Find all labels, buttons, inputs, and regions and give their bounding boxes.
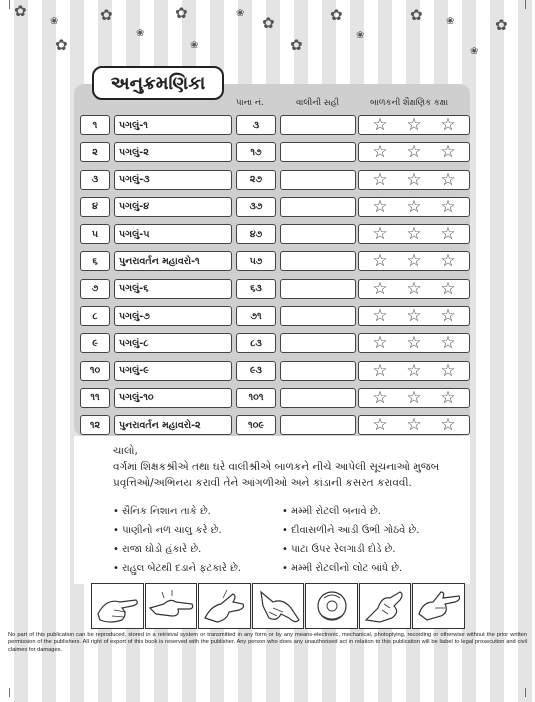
row-page-number: ૩ <box>236 115 276 135</box>
star-icon[interactable]: ☆ <box>406 196 422 217</box>
rating-stars <box>358 170 470 190</box>
row-number: ૯ <box>80 333 110 353</box>
star-icon[interactable]: ☆ <box>372 387 388 408</box>
row-page-number: ૫૭ <box>236 251 276 271</box>
row-title: પુનરાવર્તન મહાવરો-૨ <box>114 415 232 435</box>
star-icon[interactable]: ☆ <box>406 306 422 327</box>
parent-signature-box[interactable] <box>280 251 356 271</box>
star-icon[interactable]: ☆ <box>406 169 422 190</box>
star-icon[interactable]: ☆ <box>406 333 422 354</box>
star-icon[interactable]: ☆ <box>372 169 388 190</box>
star-icon[interactable]: ☆ <box>440 278 456 299</box>
page-title: અનુક્રમણિકા <box>92 66 224 100</box>
flower-icon: ❀ <box>446 16 455 27</box>
row-number: ૬ <box>80 251 110 271</box>
row-title: પગલું-૯ <box>114 361 232 381</box>
row-page-number: ૧૦૧ <box>236 388 276 408</box>
flower-icon: ❀ <box>356 30 365 41</box>
row-number: ૨ <box>80 142 110 162</box>
row-page-number: ૩૭ <box>236 197 276 217</box>
hand-gesture-illustration <box>198 583 251 629</box>
crop-mark: | <box>524 688 528 698</box>
star-icon[interactable]: ☆ <box>372 224 388 245</box>
star-icon[interactable]: ☆ <box>372 278 388 299</box>
star-icon[interactable]: ☆ <box>372 251 388 272</box>
star-icon[interactable]: ☆ <box>406 387 422 408</box>
rating-stars <box>358 361 470 381</box>
row-title: પગલું-૧૦ <box>114 388 232 408</box>
star-icon[interactable]: ☆ <box>372 115 388 135</box>
star-icon[interactable]: ☆ <box>406 115 422 135</box>
parent-signature-box[interactable] <box>280 197 356 217</box>
instructions-line: ચાલો, <box>113 445 138 457</box>
star-icon[interactable]: ☆ <box>406 360 422 381</box>
star-icon[interactable]: ☆ <box>440 333 456 354</box>
flower-icon: ✿ <box>14 2 27 20</box>
activity-item: • મમ્મી રોટલીનો લોટ બાંધે છે. <box>282 563 403 574</box>
hand-exercise-illustrations <box>91 583 467 631</box>
row-title: પગલું-૪ <box>114 197 232 217</box>
row-number: ૮ <box>80 306 110 326</box>
star-icon[interactable]: ☆ <box>406 415 422 436</box>
column-headers <box>0 98 535 112</box>
crop-mark: | <box>8 688 12 698</box>
star-icon[interactable]: ☆ <box>440 306 456 327</box>
star-icon[interactable]: ☆ <box>440 142 456 163</box>
star-icon[interactable]: ☆ <box>372 306 388 327</box>
star-icon[interactable]: ☆ <box>406 278 422 299</box>
row-title: પગલું-૫ <box>114 224 232 244</box>
row-page-number: ૯૩ <box>236 361 276 381</box>
star-icon[interactable]: ☆ <box>372 142 388 163</box>
row-page-number: ૨૭ <box>236 170 276 190</box>
star-icon[interactable]: ☆ <box>440 387 456 408</box>
parent-signature-box[interactable] <box>280 279 356 299</box>
row-number: ૧ <box>80 115 110 135</box>
copyright-notice: No part of this publication can be reproduced, stored in a retrieval system or transmitted in any form or by any means-electronic, mechanical, photoptying, recording or otherwise without the prior written permission of the publishers. All right of export of this book is reserved with the publisher. Any person who does any unauthorised act in relation to this publication will be liabel to legal prosecution and civil claimes for damages. <box>8 632 527 653</box>
rating-stars <box>358 115 470 135</box>
activity-item: • રાજા ઘોડો હંકારે છે. <box>113 544 202 555</box>
flower-icon: ❀ <box>136 28 145 39</box>
hand-gesture-illustration <box>252 583 305 629</box>
star-icon[interactable]: ☆ <box>406 251 422 272</box>
star-icon[interactable]: ☆ <box>406 224 422 245</box>
rating-stars <box>358 333 470 353</box>
column-header-rating: બાળકની શૈક્ષણિક કક્ષા <box>370 98 449 108</box>
activity-item: • રાહુલ બેટથી દડાને ફટકારે છે. <box>113 563 241 574</box>
star-icon[interactable]: ☆ <box>440 251 456 272</box>
row-title: પુનરાવર્તન મહાવરો-૧ <box>114 251 232 271</box>
row-page-number: ૮૩ <box>236 333 276 353</box>
activity-item: • મમ્મી રોટલી બનાવે છે. <box>282 506 381 517</box>
row-title: પગલું-૩ <box>114 170 232 190</box>
parent-signature-box[interactable] <box>280 306 356 326</box>
flower-icon: ✿ <box>262 14 275 32</box>
star-icon[interactable]: ☆ <box>440 360 456 381</box>
row-title: પગલું-૭ <box>114 306 232 326</box>
row-page-number: ૪૭ <box>236 224 276 244</box>
hand-gesture-illustration <box>305 583 358 629</box>
flower-icon: ✿ <box>410 6 423 24</box>
hand-gesture-illustration <box>412 583 465 629</box>
parent-signature-box[interactable] <box>280 388 356 408</box>
column-header-signature: વાલીની સહી <box>296 98 340 108</box>
rating-stars <box>358 142 470 162</box>
star-icon[interactable]: ☆ <box>440 224 456 245</box>
parent-signature-box[interactable] <box>280 170 356 190</box>
star-icon[interactable]: ☆ <box>406 142 422 163</box>
crop-mark: | <box>524 0 528 10</box>
parent-signature-box[interactable] <box>280 115 356 135</box>
flower-icon: ❀ <box>50 16 59 27</box>
parent-signature-box[interactable] <box>280 224 356 244</box>
row-title: પગલું-૮ <box>114 333 232 353</box>
star-icon[interactable]: ☆ <box>440 169 456 190</box>
parent-signature-box[interactable] <box>280 333 356 353</box>
star-icon[interactable]: ☆ <box>372 415 388 436</box>
rating-stars <box>358 224 470 244</box>
rating-stars <box>358 306 470 326</box>
rating-stars <box>358 415 470 435</box>
flower-icon: ✿ <box>55 36 68 54</box>
row-page-number: ૬૩ <box>236 279 276 299</box>
hand-gesture-illustration <box>359 583 412 629</box>
row-title: પગલું-૬ <box>114 279 232 299</box>
row-number: ૫ <box>80 224 110 244</box>
activity-item: • પાણીનો નળ ચાલુ કરે છે. <box>113 525 222 536</box>
flower-icon: ✿ <box>330 6 343 24</box>
star-icon[interactable]: ☆ <box>372 196 388 217</box>
row-title: પગલું-૧ <box>114 115 232 135</box>
row-title: પગલું-૨ <box>114 142 232 162</box>
row-page-number: ૭૧ <box>236 306 276 326</box>
activity-item: • સૈનિક નિશાન તાકે છે. <box>113 506 211 517</box>
row-number: ૭ <box>80 279 110 299</box>
activity-item: • પાટા ઉપર રેલગાડી દોડે છે. <box>282 544 396 555</box>
rating-stars <box>358 197 470 217</box>
star-icon[interactable]: ☆ <box>440 196 456 217</box>
star-icon[interactable]: ☆ <box>440 115 456 135</box>
row-number: ૧૨ <box>80 415 110 435</box>
activity-item: • દીવાસળીને આડી ઉભી ગોઠવે છે. <box>282 525 420 536</box>
flower-icon: ✿ <box>495 16 508 34</box>
rating-stars <box>358 251 470 271</box>
row-page-number: ૧૭ <box>236 142 276 162</box>
crop-mark: | <box>8 0 12 10</box>
parent-signature-box[interactable] <box>280 142 356 162</box>
instructions-line: વર્ગમાં શિક્ષકશ્રીએ તથા ઘરે વાલીશ્રીએ બાળકને નીચે આપેલી સૂચનાઓ મુજબ <box>113 461 440 473</box>
star-icon[interactable]: ☆ <box>372 360 388 381</box>
instructions-line: પ્રવૃત્તિઓ/અભિનય કરાવી તેને આંગળીઓ અને કાંડાની કસરત કરાવવી. <box>113 477 412 489</box>
parent-signature-box[interactable] <box>280 415 356 435</box>
flower-icon: ✿ <box>100 6 113 24</box>
row-number: ૩ <box>80 170 110 190</box>
flower-icon: ❀ <box>470 46 479 57</box>
flower-icon: ✿ <box>175 4 188 22</box>
row-page-number: ૧૦૯ <box>236 415 276 435</box>
column-header-page: પાના નં. <box>236 98 264 108</box>
star-icon[interactable]: ☆ <box>372 333 388 354</box>
flower-icon: ✿ <box>290 36 303 54</box>
parent-signature-box[interactable] <box>280 361 356 381</box>
star-icon[interactable]: ☆ <box>440 415 456 436</box>
row-number: ૧૧ <box>80 388 110 408</box>
row-number: ૪ <box>80 197 110 217</box>
instructions-text <box>113 443 439 491</box>
hand-gesture-illustration <box>91 583 144 629</box>
hand-gesture-illustration <box>145 583 198 629</box>
row-number: ૧૦ <box>80 361 110 381</box>
rating-stars <box>358 388 470 408</box>
flower-icon: ❀ <box>190 40 199 51</box>
flower-icon: ❀ <box>236 8 245 19</box>
rating-stars <box>358 279 470 299</box>
